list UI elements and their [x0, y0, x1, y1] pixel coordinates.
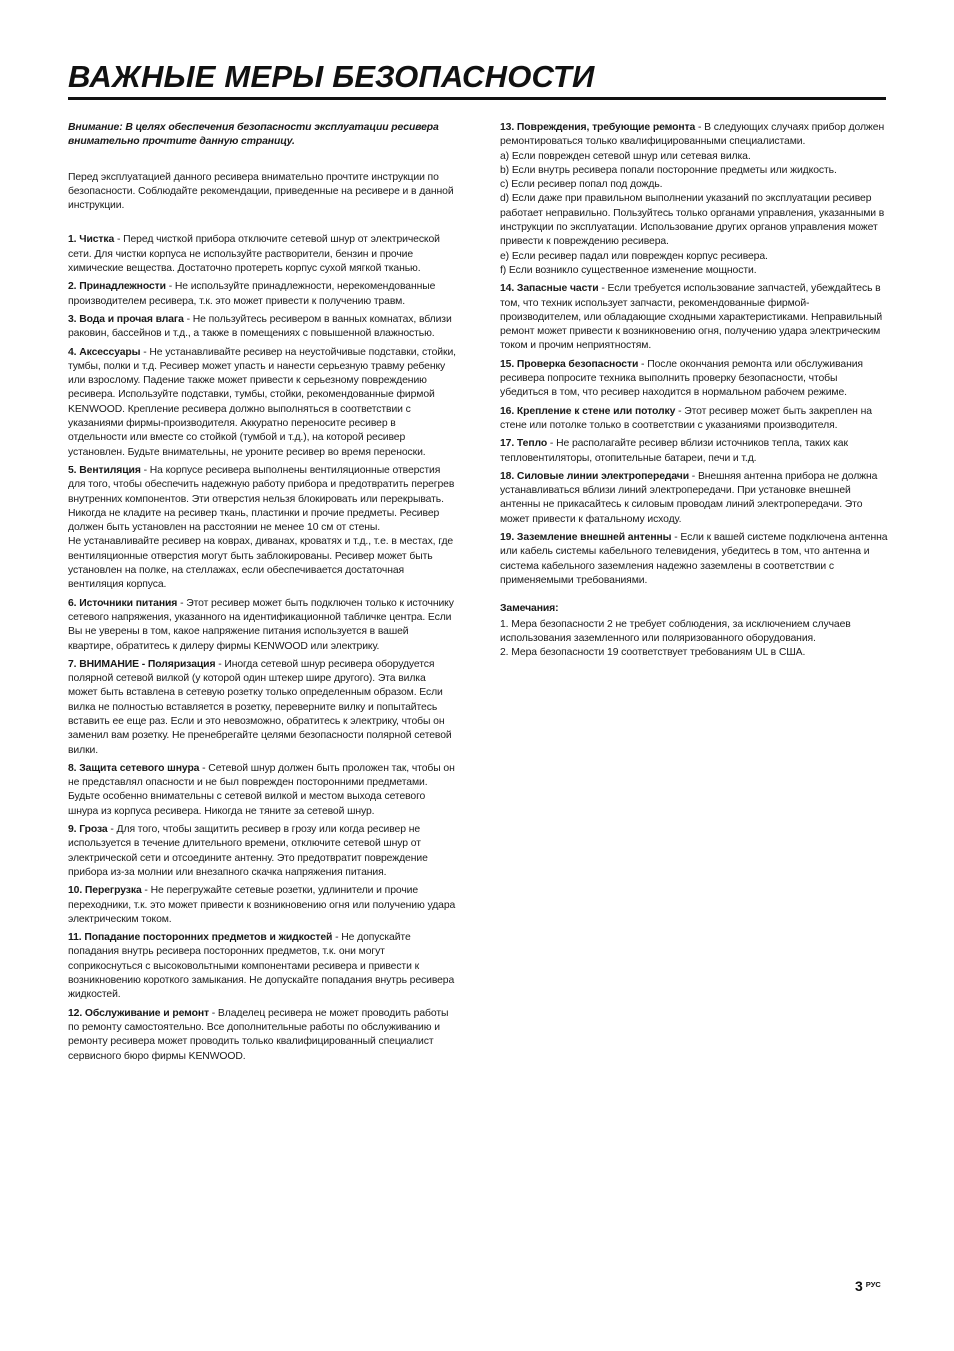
safety-item-text: - Если к вашей системе подключена антенна или кабель системы кабельного телевидения, убедитесь в том, что антенна и система кабельного заземления надежно заземлены в соответствии с применяемыми требованиями. [500, 532, 888, 586]
safety-sub-item: a) Если поврежден сетевой шнур или сетевая вилка. [500, 150, 751, 162]
safety-sub-item: b) Если внутрь ресивера попали посторонние предметы или жидкость. [500, 164, 837, 176]
safety-item-heading: 7. ВНИМАНИЕ - Поляризация [68, 658, 216, 670]
safety-item-heading: 16. Крепление к стене или потолку [500, 405, 676, 417]
page-title: ВАЖНЫЕ МЕРЫ БЕЗОПАСНОСТИ [68, 58, 886, 100]
safety-item-heading: 4. Аксессуары [68, 346, 141, 358]
safety-item [68, 313, 456, 342]
safety-item-text: - Не перегружайте сетевые розетки, удлинители и прочие переходники, т.к. это может привести к возникновению огня или получению удара электрическим током. [68, 885, 456, 925]
safety-item-text: - Внешняя антенна прибора не должна устанавливаться вблизи линий электропередачи. При установке внешней антенны не прикасайтесь к силовым проводам линий электропередачи. Это может привести к фатальному исходу. [500, 470, 878, 525]
safety-item [68, 464, 456, 593]
notes-list [500, 618, 888, 661]
safety-item-text: - Если требуется использование запчастей, убеждайтесь в том, что техник использует запчасти, рекомендованные фирмой-производителем, или обладающие сходными характеристиками. Неправильный ремонт может привести к возникновению огня, получению удара электрическим током и прочим неприятностям. [500, 283, 883, 352]
safety-item-text: - В следующих случаях прибор должен ремонтироваться только квалифицированными специалистами. [500, 122, 885, 148]
safety-item-text: - Для того, чтобы защитить ресивер в грозу или когда ресивер не используется в течение длительного времени, отключите сетевой шнур от электрической сети и отсоедините антенну. Это предотвратит повреждение прибора из-за молнии или внезапного скачка напряжения питания. [68, 824, 428, 878]
safety-item [68, 823, 456, 880]
safety-item [68, 931, 456, 1002]
safety-item-heading: 8. Защита сетевого шнура [68, 762, 200, 774]
safety-item-heading: 9. Гроза [68, 824, 108, 836]
safety-item-heading: 1. Чистка [68, 234, 115, 246]
safety-item [68, 658, 456, 758]
safety-item-text: - Перед чисткой прибора отключите сетевой шнур от электрической сети. Для чистки корпуса не используйте растворители, бензин и прочие химические вещества. Достаточно протереть корпус сухой мягкой тканью. [68, 234, 440, 275]
safety-item-heading: 19. Заземление внешней антенны [500, 532, 672, 544]
safety-item-text: - Не используйте принадлежности, нерекомендованные производителем ресивера, т.к. это может привести к получению травм. [68, 281, 436, 307]
left-column [68, 121, 456, 1068]
safety-item [500, 470, 888, 527]
safety-item [500, 358, 888, 401]
safety-item-heading: 13. Повреждения, требующие ремонта [500, 122, 696, 133]
safety-sub-item: d) Если даже при правильном выполнении указаний по эксплуатации ресивер работает неправильно. Пользуйтесь только органами управления, указанными в инструкции по эксплуатации. Использование других органов управления может привести к повреждению ресивера. [500, 193, 885, 248]
safety-item-heading: 3. Вода и прочая влага [68, 313, 184, 325]
safety-item-heading: 10. Перегрузка [68, 885, 142, 897]
safety-item-heading: 11. Попадание посторонних предметов и жидкостей [68, 932, 333, 944]
safety-item-continuation: Не устанавливайте ресивер на коврах, диванах, кроватях и т.д., т.е. в местах, где вентиляционные отверстия могут быть заблокированы. Ресивер может быть установлен на полке, на стеллажах, если обеспечивается достаточная вентиляция корпуса. [68, 536, 454, 591]
safety-item-text: - Сетевой шнур должен быть проложен так, чтобы он не представлял опасности и не был поврежден посторонними предметами. Будьте особенно внимательны с сетевой вилкой и местом выхода сетевого шнура из корпуса ресивера. Никогда не тяните за сетевой шнур. [68, 762, 455, 817]
safety-item-heading: 6. Источники питания [68, 597, 178, 609]
safety-sub-item: c) Если ресивер попал под дождь. [500, 179, 663, 191]
page-footer [855, 1278, 881, 1296]
safety-item-text: - Не располагайте ресивер вблизи источников тепла, таких как тепловентиляторы, отопительные батареи, печи и т.д. [500, 438, 848, 464]
safety-item [500, 405, 888, 434]
safety-item-heading: 2. Принадлежности [68, 281, 166, 293]
safety-item-heading: 5. Вентиляция [68, 464, 141, 476]
safety-item-text: - После окончания ремонта или обслуживания ресивера попросите техника выполнить проверку безопасности, чтобы убедиться в том, что ресивер находится в нормальном рабочем режиме. [500, 358, 863, 399]
safety-item-text: - Не пользуйтесь ресивером в ванных комнатах, вблизи раковин, бассейнов и т.д., а также в помещениях с повышенной влажностью. [68, 313, 452, 340]
safety-item-text: - Не допускайте попадания внутрь ресивера посторонних предметов, т.к. они могут соприкоснуться с высоковольтными компонентами ресивера и привести к возникновению короткого замыкания. Не допускайте попадания внутрь ресивера жидкостей. [68, 932, 455, 1001]
safety-item [68, 597, 456, 654]
safety-item-text: - На корпусе ресивера выполнены вентиляционные отверстия для того, чтобы обеспечить надежную работу прибора и предотвратить перегрев внутренних компонентов. Эти отверстия нельзя блокировать или перекрывать. Никогда не кладите на ресивер ткань, пластинки и прочие предметы. Ресивер должен быть установлен на расстоянии не менее 10 см от стены. [68, 464, 455, 534]
safety-item [500, 531, 888, 588]
intro-text: Перед эксплуатацией данного ресивера внимательно прочтите инструкции по безопасности. Соблюдайте рекомендации, приведенные на ресивере и в данной инструкции. [68, 171, 454, 212]
safety-item [68, 762, 456, 819]
safety-sub-item: f) Если возникло существенное изменение мощности. [500, 264, 757, 276]
language-label: РУС [865, 1280, 881, 1289]
left-items-list [68, 233, 456, 1063]
note-item: 1. Мера безопасности 2 не требует соблюдения, за исключением случаев использования заземленного или поляризованного оборудования. [500, 618, 851, 644]
safety-item-heading: 17. Тепло [500, 438, 548, 450]
right-items-list [500, 121, 888, 588]
warning-text: Внимание: В целях обеспечения безопасности эксплуатации ресивера внимательно прочтите данную страницу. [68, 122, 439, 148]
safety-item-heading: 12. Обслуживание и ремонт [68, 1007, 209, 1019]
safety-item [68, 884, 456, 927]
safety-item-heading: 18. Силовые линии электропередачи [500, 470, 690, 482]
safety-sub-item: e) Если ресивер падал или поврежден корпус ресивера. [500, 250, 768, 262]
safety-item [68, 280, 456, 309]
safety-item-text: - Не устанавливайте ресивер на неустойчивые подставки, стойки, тумбы, полки и т.д. Ресивер может упасть и нанести серьезную травму ребенку или взрослому. Падение также может привести к серьезному повреждению ресивера. Используйте подставки, тумбы, стойки, рекомендованные фирмой KENWOOD. Крепление ресивера должно выполняться в соответствии с указаниями фирмы-производителя. Аккуратно переносите ресивер в отдельности или вместе со стойкой (тумбой и т.д.), на которой ресивер установлен. Будьте внимательны, не уроните ресивер во время переноски. [68, 346, 456, 458]
safety-item [68, 233, 456, 276]
safety-item [500, 121, 888, 278]
notes-title: Замечания: [500, 603, 559, 615]
page-number: 3 [855, 1278, 863, 1294]
note-item: 2. Мера безопасности 19 соответствует требованиям UL в США. [500, 647, 806, 659]
safety-item [68, 346, 456, 460]
safety-item [500, 282, 888, 353]
safety-item [500, 437, 888, 466]
safety-item [68, 1007, 456, 1064]
safety-item-text: - Владелец ресивера не может проводить работы по ремонту самостоятельно. Все дополнительные работы по обслуживанию и ремонту ресивера может проводить только квалифицированный специалист сервисного бюро фирмы KENWOOD. [68, 1007, 449, 1062]
safety-item-text: - Этот ресивер может быть подключен только к источнику сетевого напряжения, указанного на идентификационной табличке центра. Если Вы не уверены в том, какое напряжение питания используется в вашей квартире, обратитесь к дилеру фирмы KENWOOD или электрику. [68, 597, 454, 652]
safety-item-text: - Иногда сетевой шнур ресивера оборудуется полярной сетевой вилкой (у которой один штекер шире другого). Эта вилка может быть вставлена в сетевую розетку только определенным образом. Если вилка не полностью вставляется в розетку, переверните вилку и попытайтесь вставить ее еще раз. Если и это невозможно, обратитесь к электрику, чтобы он заменил вам розетку. Не пренебрегайте целями безопасности полярной сетевой вилки. [68, 658, 452, 756]
safety-item-heading: 15. Проверка безопасности [500, 358, 639, 370]
right-column [500, 121, 888, 660]
safety-item-heading: 14. Запасные части [500, 283, 599, 295]
safety-item-text: - Этот ресивер может быть закреплен на стене или потолке только в соответствии с указаниями производителя. [500, 405, 872, 431]
